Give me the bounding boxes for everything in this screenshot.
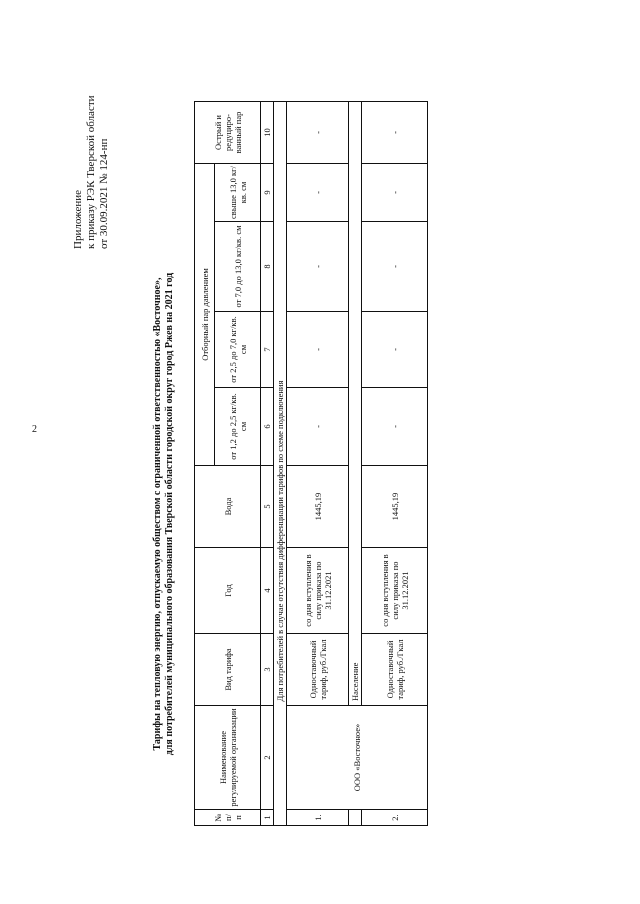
header-water: Вода	[195, 466, 261, 548]
column-number: 9	[261, 164, 274, 222]
header-steam-group: Отборный пар давлением	[195, 164, 215, 466]
tariff-type: Одноставочный тариф, руб./Гкал	[287, 634, 349, 706]
header-pressure-1: от 1,2 до 2,5 кг/кв. см	[215, 388, 261, 466]
column-number: 4	[261, 548, 274, 634]
pressure-4-value: -	[287, 164, 349, 222]
column-number: 10	[261, 102, 274, 164]
pressure-1-value: -	[362, 388, 428, 466]
document-title	[152, 164, 176, 864]
water-value: 1445,19	[287, 466, 349, 548]
column-number: 2	[261, 706, 274, 810]
page-number: 2	[32, 424, 37, 435]
pressure-3-value: -	[287, 222, 349, 312]
row-number: 1.	[287, 810, 349, 826]
pressure-3-value: -	[362, 222, 428, 312]
pressure-2-value: -	[287, 312, 349, 388]
pressure-2-value: -	[362, 312, 428, 388]
title-line-1: Тарифы на тепловую энергию, отпускаемую обществом с ограниченной ответственностью «Восточное»,	[152, 277, 163, 751]
group-label-no-differentiation: Для потребителей в случае отсутствия дифференциации тарифов по схеме подключения	[274, 102, 287, 706]
tariff-table-wrap	[194, 101, 428, 826]
appendix-line-1: Приложение	[72, 189, 84, 249]
column-number: 8	[261, 222, 274, 312]
title-line-2: для потребителей муниципального образования Тверской области городской округ город Ржев на 2021 год	[164, 272, 175, 756]
pressure-1-value: -	[287, 388, 349, 466]
header-pressure-4: свыше 13,0 кг/кв. см	[215, 164, 261, 222]
sharp-steam-value: -	[287, 102, 349, 164]
header-sharp-steam: Острый и редуциро-ванный пар	[195, 102, 261, 164]
header-pressure-2: от 2,5 до 7,0 кг/кв. см	[215, 312, 261, 388]
tariff-type: Одноставочный тариф, руб./Гкал	[362, 634, 428, 706]
header-org: Наименование регулируемой организации	[195, 706, 261, 810]
column-number: 5	[261, 466, 274, 548]
group-row-no-differentiation	[274, 102, 287, 826]
header-row-1	[195, 102, 215, 826]
tariff-table	[194, 101, 428, 826]
appendix-line-2: к приказу РЭК Тверской области	[85, 95, 97, 249]
header-year: Год	[195, 548, 261, 634]
tariff-period: со дня вступления в силу приказа по 31.12.2021	[362, 548, 428, 634]
appendix-block	[72, 49, 111, 249]
sharp-steam-value: -	[362, 102, 428, 164]
group-label-population: Население	[349, 102, 362, 706]
pressure-4-value: -	[362, 164, 428, 222]
header-num: № п/ п	[195, 810, 261, 826]
org-name: ООО «Восточное»	[287, 706, 428, 810]
header-pressure-3: от 7,0 до 13,0 кг/кв. см	[215, 222, 261, 312]
table-row	[287, 102, 349, 826]
column-number-row	[261, 102, 274, 826]
column-number: 6	[261, 388, 274, 466]
water-value: 1445,19	[362, 466, 428, 548]
row-number: 2.	[362, 810, 428, 826]
appendix-line-3: от 30.09.2021 № 124-нп	[98, 138, 110, 249]
column-number: 3	[261, 634, 274, 706]
header-tariff-type: Вид тарифа	[195, 634, 261, 706]
tariff-period: со дня вступления в силу приказа по 31.12.2021	[287, 548, 349, 634]
column-number: 1	[261, 810, 274, 826]
column-number: 7	[261, 312, 274, 388]
